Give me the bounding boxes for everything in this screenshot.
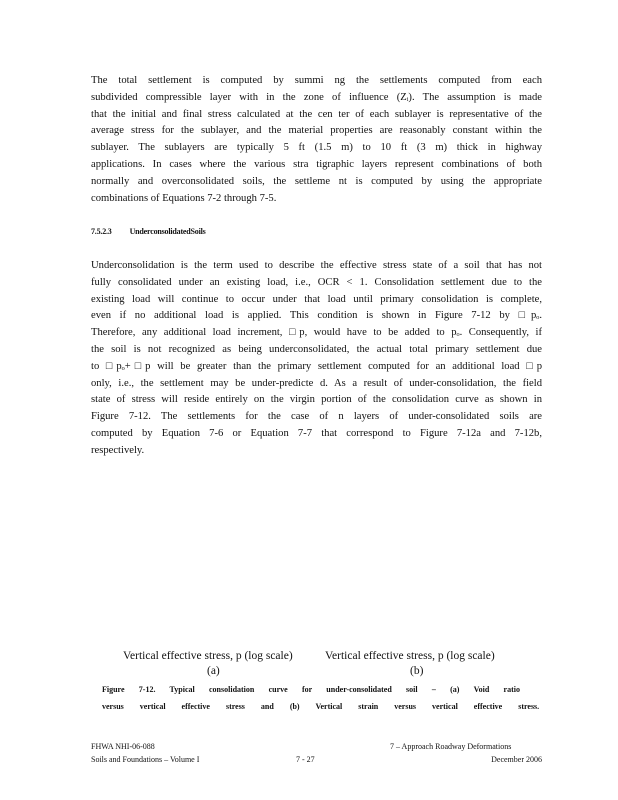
footer-document-id: FHWA NHI-06-088 [91,742,155,751]
text-line: Therefore, any additional load increment, □p, would have to be added to pₒ. Consequently, if [91,327,542,339]
text-line: computed by Equation 7-6 or Equation 7-7 that correspond to Figure 7-12a and 7-12b, [91,427,542,439]
figure-axis-label-a: Vertical effective stress, p (log scale) [123,650,293,662]
paragraph-underconsolidation [91,258,542,460]
footer-left [91,740,199,766]
text-line: sublayer. The sublayers are typically 5 ft (1.5 m) to 10 ft (3 m) thick in highway [91,142,542,154]
text-line: subdivided compressible layer with in the zone of influence (Zᵢ). The assumption is made [91,91,542,103]
text-line: the soil is not recognized as being underconsolidated, the actual total primary settlement due [91,343,542,355]
figure-axis-label-b: Vertical effective stress, p (log scale) [325,650,495,662]
text-line: Figure 7-12. The settlements for the case of n layers of under-consolidated soils are [91,411,542,423]
text-line: The total settlement is computed by summi ng the settlements computed from each [91,75,542,86]
text-line: combinations of Equations 7-2 through 7-5. [91,192,277,204]
text-line: average stress for the sublayer, and the material properties are reasonably constant within the [91,125,542,137]
text-line: even if no additional load is applied. This condition is shown in Figure 7-12 by □pₒ. [91,310,542,322]
figure-panel-label-a: (a) [207,665,220,677]
footer-date: December 2006 [491,755,542,764]
footer-chapter: 7 – Approach Roadway Deformations [390,742,512,751]
text-line: that the initial and final stress calculated at the cen ter of each sublayer is representative of the [91,108,542,120]
figure-panel-label-b: (b) [410,665,424,677]
text-line: only, i.e., the settlement may be under-predicte d. As a result of under-consolidation, the field [91,377,542,389]
section-title: UnderconsolidatedSoils [129,227,206,236]
footer-document-title: Soils and Foundations – Volume I [91,755,200,764]
text-line: state of stress will reside entirely on the virgin portion of the consolidation curve as shown in [91,394,542,406]
text-line: normally and overconsolidated soils, the settleme nt is computed by using the appropriate [91,175,542,187]
text-line: to □pₒ+□p will be greater than the primary settlement computed for an additional load □p [91,360,542,372]
section-number: 7.5.2.3 [91,227,112,236]
figure-caption-line: versus vertical effective stress and (b) Vertical strain versus vertical effective stress. [102,702,540,711]
text-line: respectively. [91,444,145,456]
figure-caption-line: Figure 7-12. Typical consolidation curve for under-consolidated soil – (a) Void ratio [102,685,520,694]
section-heading [91,227,206,236]
text-line: existing load will continue to occur under that load until primary consolidation is complete, [91,293,542,305]
text-line: applications. In cases where the various stra tigraphic layers represent combinations of both [91,158,542,170]
paragraph-total-settlement [91,73,542,207]
text-line: fully consolidated under an existing load, i.e., OCR < 1. Consolidation settlement due to the [91,276,542,288]
footer-page-number: 7 - 27 [296,755,315,764]
footer-right [390,740,542,766]
text-line: Underconsolidation is the term used to describe the effective stress state of a soil that has not [91,260,542,271]
